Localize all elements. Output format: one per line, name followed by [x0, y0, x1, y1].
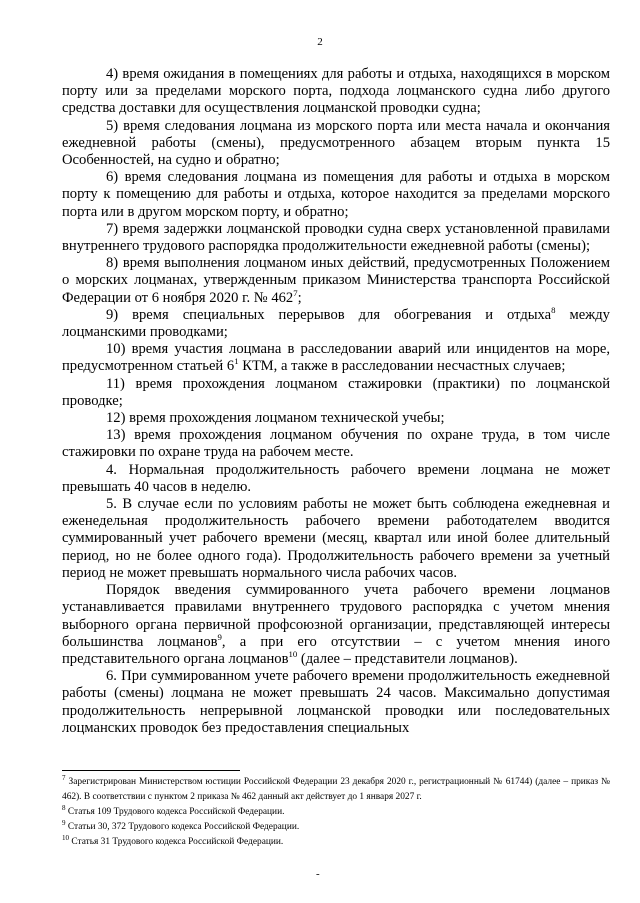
article-superscript: 1	[234, 356, 239, 367]
footnote-8: $^8$ Статья 109 Трудового кодекса Российской Федерации.	[62, 803, 285, 817]
paragraph-item-10: 10) время участия лоцмана в расследовании аварий или инцидентов на море, предусмотренном статьей $6^1$ КТМ, а также в расследовании несчастных случаев;	[62, 341, 610, 375]
paragraph-item-11: 11) время прохождения лоцманом стажировки (практики) по лоцманской проводке;	[62, 375, 610, 409]
document-body	[62, 66, 610, 737]
paragraph-item-7: 7) время задержки лоцманской проводки судна сверх установленной правилами внутреннего трудового распорядка продолжительности ежедневной работы (смены);	[62, 220, 610, 255]
footnote-10: $^{10}$ Статья 31 Трудового кодекса Российской Федерации.	[62, 833, 284, 847]
footnote-ref-8: 8	[551, 304, 556, 315]
paragraph-clause-4: 4. Нормальная продолжительность рабочего времени лоцмана не может превышать 40 часов в неделю.	[62, 461, 610, 495]
bottom-mark: -	[316, 868, 320, 880]
paragraph-item-9: 9) время специальных перерывов для обогревания и отдыха$^8$ между лоцманскими проводками;	[62, 304, 610, 341]
footnotes	[62, 775, 610, 850]
footnote-ref-7: 7	[293, 287, 298, 298]
paragraph-item-13: 13) время прохождения лоцманом обучения по охране труда, в том числе стажировки по охране труда на рабочем месте.	[62, 427, 610, 461]
footnote-7: $^7$ Зарегистрирован Министерством юстиции Российской Федерации 23 декабря 2020 г., регистрационный № 61744) (далее – приказ № 462). В соответствии с пунктом 2 приказа № 462 данный акт действует до 1 января 2027 г.	[62, 773, 610, 802]
paragraph-clause-6: 6. При суммированном учете рабочего времени продолжительность ежедневной работы (смены) лоцмана не может превышать 24 часов. Максимально допустимая продолжительность непрерывной лоцманской проводки или последовательных лоцманских проводок без предоставления специальных	[62, 668, 610, 736]
paragraph-clause-5: 5. В случае если по условиям работы не может быть соблюдена ежедневная и еженедельная продолжительность рабочего времени работодателем вводится суммированный учет рабочего времени (месяц, квартал или иной более длительный период, но не более одного года). Продолжительность рабочего времени за учетный период не может превышать нормального числа рабочих часов.	[62, 496, 610, 581]
paragraph-summation-procedure: Порядок введения суммированного учета рабочего времени лоцманов устанавливается правилами внутреннего трудового распорядка с учетом мнения выборного органа первичной профсоюзной организации, представляющей интересы большинства лоцманов$^9$, а при его отсутствии – с учетом мнения иного представительного органа лоцманов$^{10}$ (далее – представители лоцманов).	[62, 582, 610, 667]
footnote-9: $^9$ Статьи 30, 372 Трудового кодекса Российской Федерации.	[62, 818, 300, 832]
paragraph-item-12: 12) время прохождения лоцманом технической учебы;	[106, 410, 445, 427]
footnote-ref-10: 10	[288, 649, 298, 660]
page-number: 2	[317, 36, 323, 48]
paragraph-item-8: 8) время выполнения лоцманом иных действий, предусмотренных Положением о морских лоцманах, утвержденным приказом Министерства транспорта Российской Федерации от 6 ноября 2020 г. № $462^7$;	[62, 255, 610, 306]
paragraph-item-6: 6) время следования лоцмана из помещения для работы и отдыха в морском порту к помещению для работы и отдыха, которое находится за пределами морского порта или в другом морском порту, и обратно;	[62, 169, 610, 220]
footnote-ref-9: 9	[217, 631, 222, 642]
footnote-divider	[62, 770, 240, 771]
paragraph-item-4: 4) время ожидания в помещениях для работы и отдыха, находящихся в морском порту или за пределами морского порта, подхода лоцманского судна либо другого средства доставки для осуществления лоцманской проводки судна;	[62, 66, 610, 117]
paragraph-item-5: 5) время следования лоцмана из морского порта или места начала и окончания ежедневной работы (смены), предусмотренного абзацем вторым пункта 15 Особенностей, на судно и обратно;	[62, 117, 610, 169]
